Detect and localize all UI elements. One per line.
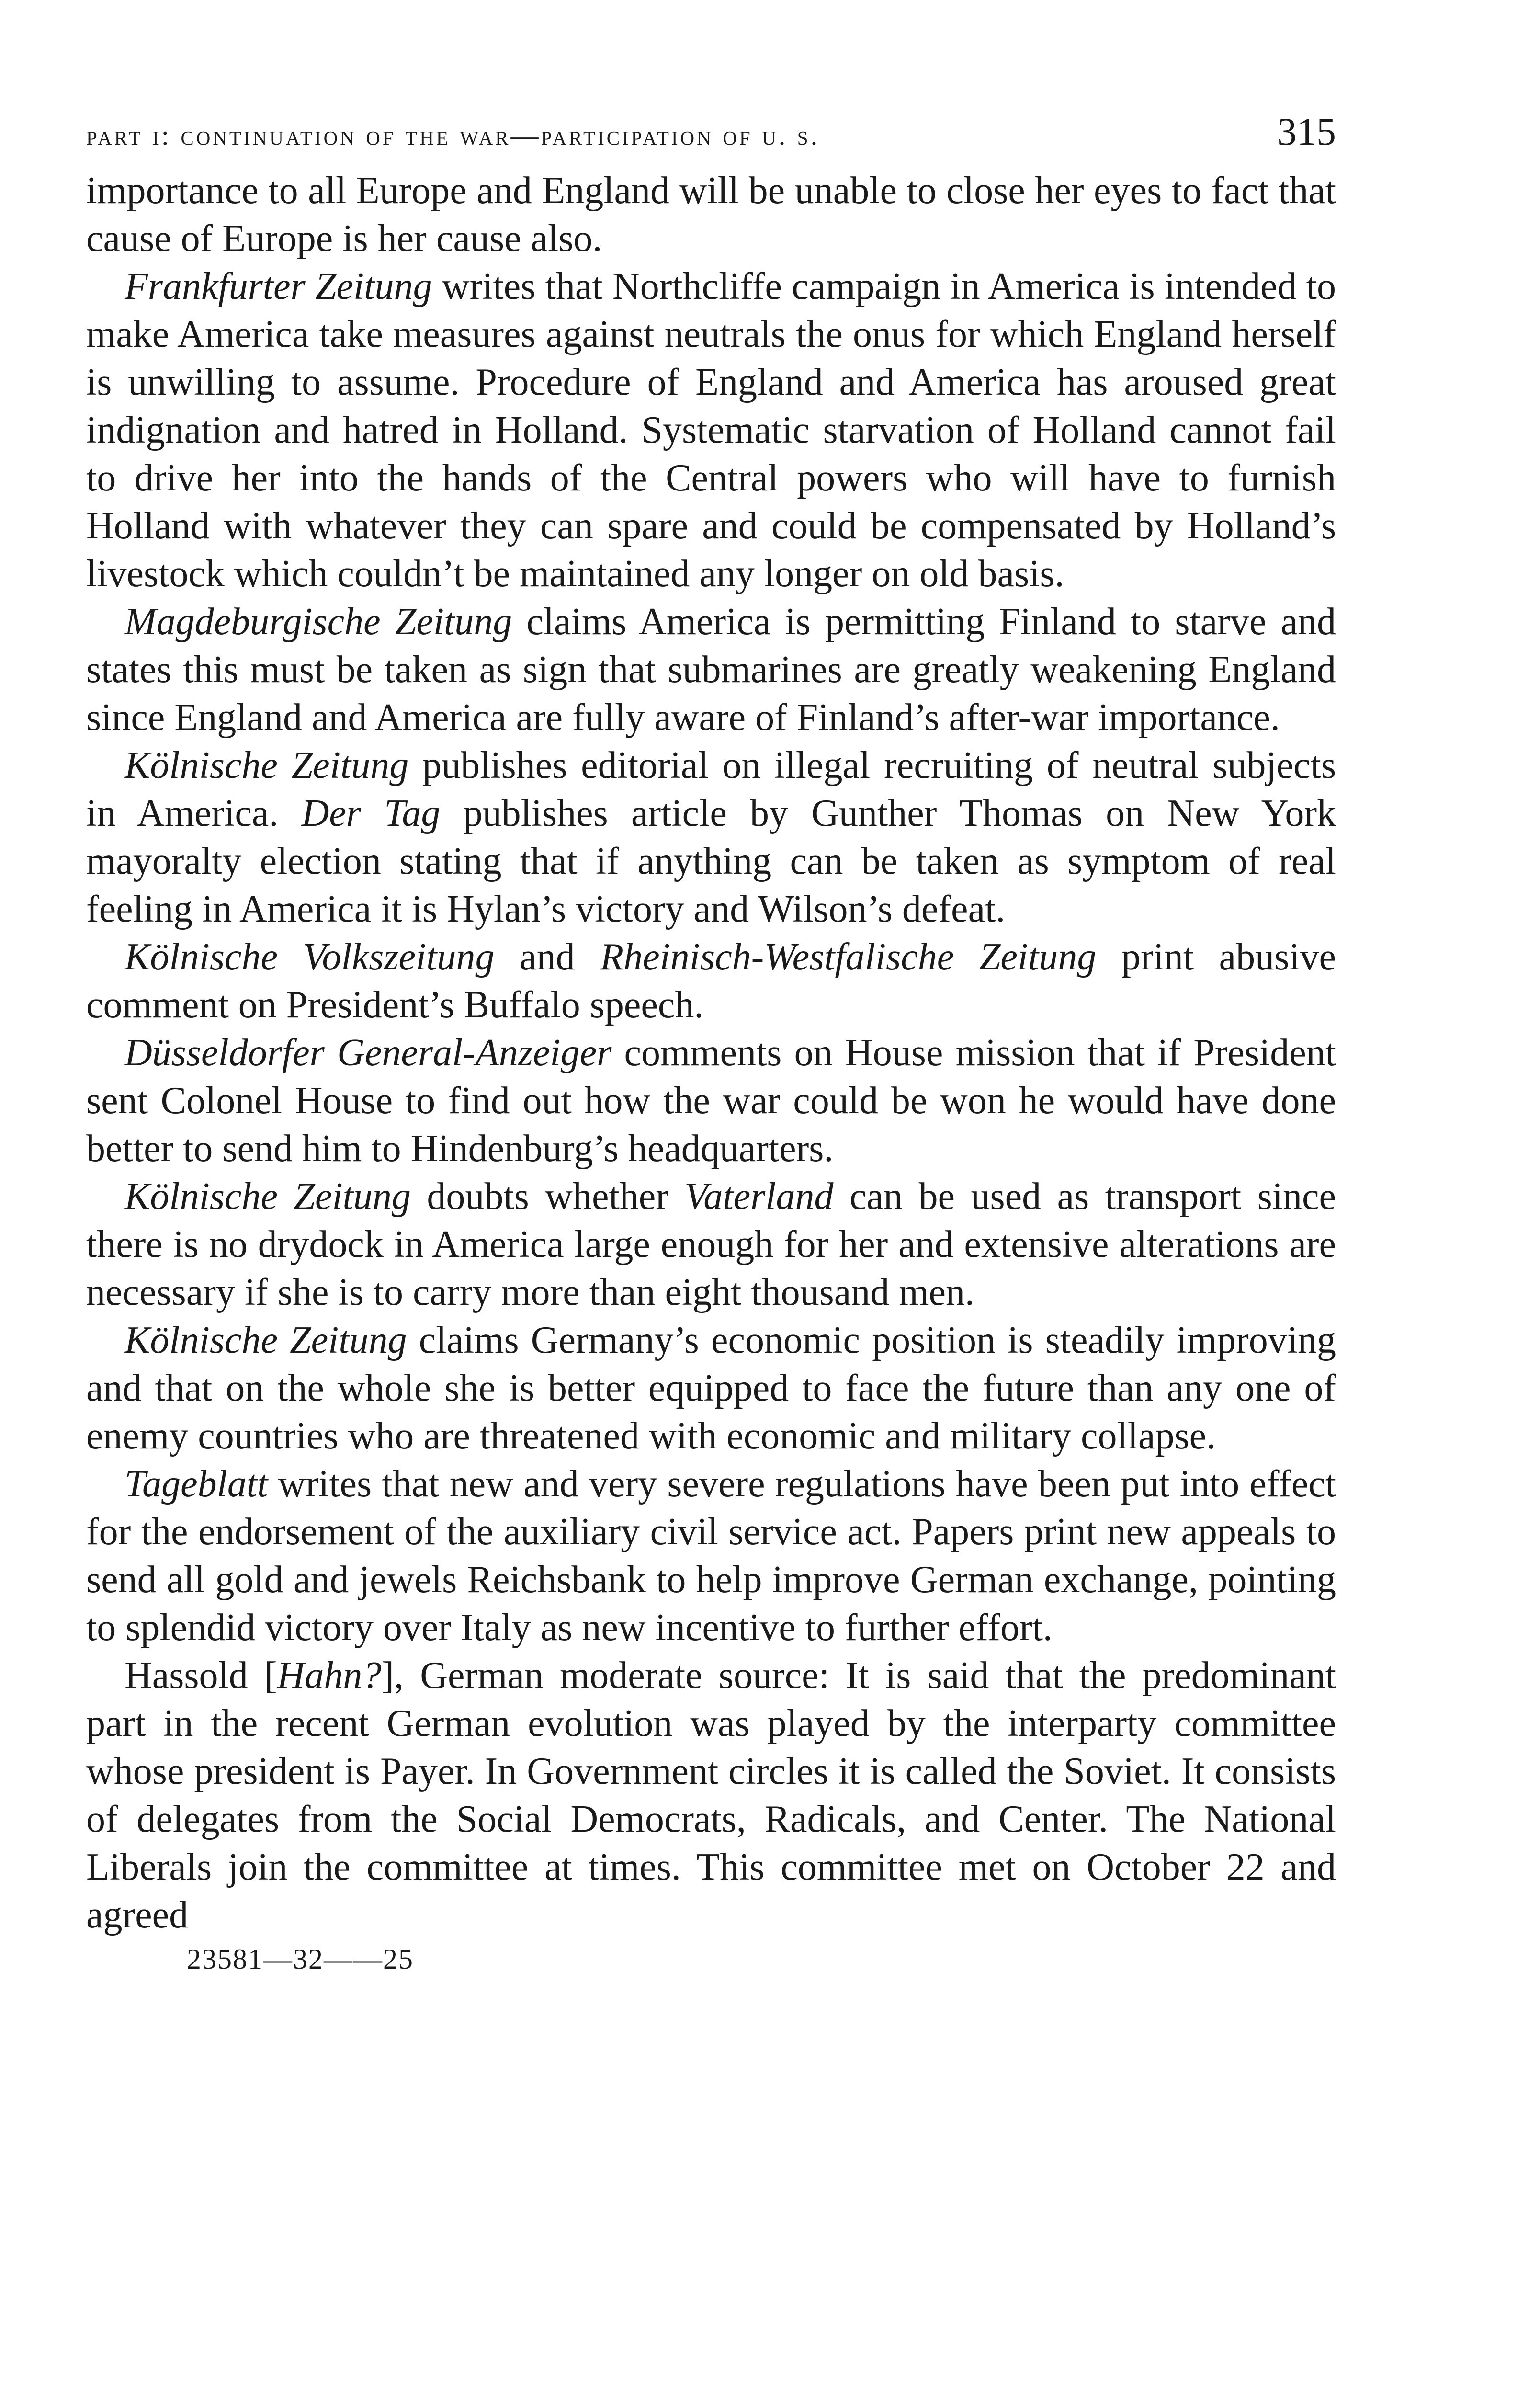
newspaper-name: Kölnische Zeitung <box>125 1319 407 1361</box>
paragraph-5-text-a: and <box>494 936 600 978</box>
paragraph-2-text: writes that Northcliffe campaign in America is intended to make America take measures against neutrals the onus for which England herself is unwilling to assume. Procedure of England and America has aroused great indignation and hatred in Holland. Systematic starvation of Holland cannot fail to drive her into the hands of the Central powers who will have to furnish Holland with whatever they can spare and could be compensated by Holland’s livestock which couldn’t be maintained any longer on old basis. <box>86 265 1336 595</box>
paragraph-5-text-b: print abusive comment on President’s Buffalo speech. <box>86 936 1336 1026</box>
paragraph-8-text: claims Germany’s economic position is steadily improving and that on the whole she is better equipped to face the future than any one of enemy countries who are threatened with economic and military collapse. <box>86 1319 1336 1457</box>
newspaper-name: Düsseldorfer General-Anzeiger <box>125 1032 612 1074</box>
newspaper-name-secondary: Der Tag <box>301 792 441 834</box>
paragraph-8 <box>86 1316 1336 1460</box>
newspaper-name: Tageblatt <box>125 1463 268 1505</box>
paragraph-6 <box>86 1029 1336 1173</box>
paragraph-6-text: comments on House mission that if President sent Colonel House to find out how the war could be won he would have done better to send him to Hindenburg’s headquarters. <box>86 1032 1336 1170</box>
newspaper-name: Kölnische Volkszeitung <box>125 936 495 978</box>
page-number: 315 <box>1277 110 1336 153</box>
paragraph-3-text: claims America is permitting Finland to starve and states this must be taken as sign that submarines are greatly weakening England since England and America are fully aware of Finland’s after-war importance. <box>86 601 1336 739</box>
paragraph-1 <box>86 167 1336 262</box>
paragraph-10 <box>86 1652 1336 1939</box>
body-text <box>86 167 1336 1939</box>
document-page <box>86 109 1336 1976</box>
paragraph-4 <box>86 741 1336 933</box>
paragraph-3 <box>86 598 1336 741</box>
newspaper-name: Kölnische Zeitung <box>125 1175 411 1218</box>
paragraph-9-text: writes that new and very severe regulations have been put into effect for the endorsement of the auxiliary civil service act. Papers print new appeals to send all gold and jewels Reichsbank to help improve German exchange, pointing to splendid victory over Italy as new incentive to further effort. <box>86 1463 1336 1649</box>
paragraph-10-text-a: Hassold [ <box>125 1654 277 1697</box>
newspaper-name: Magdeburgische Zeitung <box>125 601 512 643</box>
paragraph-7-text-a: doubts whether <box>410 1175 685 1218</box>
paragraph-7 <box>86 1173 1336 1316</box>
newspaper-name: Frankfurter Zeitung <box>125 265 432 308</box>
paragraph-7-text-b: can be used as transport since there is no drydock in America large enough for her and extensive alterations are necessary if she is to carry more than eight thousand men. <box>86 1175 1336 1313</box>
newspaper-name-secondary: Rheinisch-Westfalische Zeitung <box>600 936 1097 978</box>
person-name: Hahn? <box>277 1654 382 1697</box>
newspaper-name: Kölnische Zeitung <box>125 744 409 787</box>
running-title: part i: continuation of the war—participation of u. s. <box>86 120 820 151</box>
ship-name: Vaterland <box>684 1175 834 1218</box>
paragraph-9 <box>86 1460 1336 1652</box>
paragraph-4-text-b: publishes article by Gunther Thomas on New York mayoralty election stating that if anything can be taken as symptom of real feeling in America it is Hylan’s victory and Wilson’s defeat. <box>86 792 1336 930</box>
paragraph-10-text-b: ], German moderate source: It is said that the predominant part in the recent German evolution was played by the interparty committee whose president is Payer. In Government circles it is called the Soviet. It consists of delegates from the Social Democrats, Radicals, and Center. The National Liberals join the committee at times. This committee met on October 22 and agreed <box>86 1654 1336 1936</box>
running-header <box>86 109 1336 167</box>
paragraph-1-text: importance to all Europe and England will be unable to close her eyes to fact that cause of Europe is her cause also. <box>86 170 1336 260</box>
paragraph-2 <box>86 262 1336 598</box>
printer-signature: 23581—32——25 <box>187 1943 414 1975</box>
paragraph-4-text-a: publishes editorial on illegal recruiting of neutral subjects in America. <box>86 744 1336 834</box>
paragraph-5 <box>86 933 1336 1029</box>
